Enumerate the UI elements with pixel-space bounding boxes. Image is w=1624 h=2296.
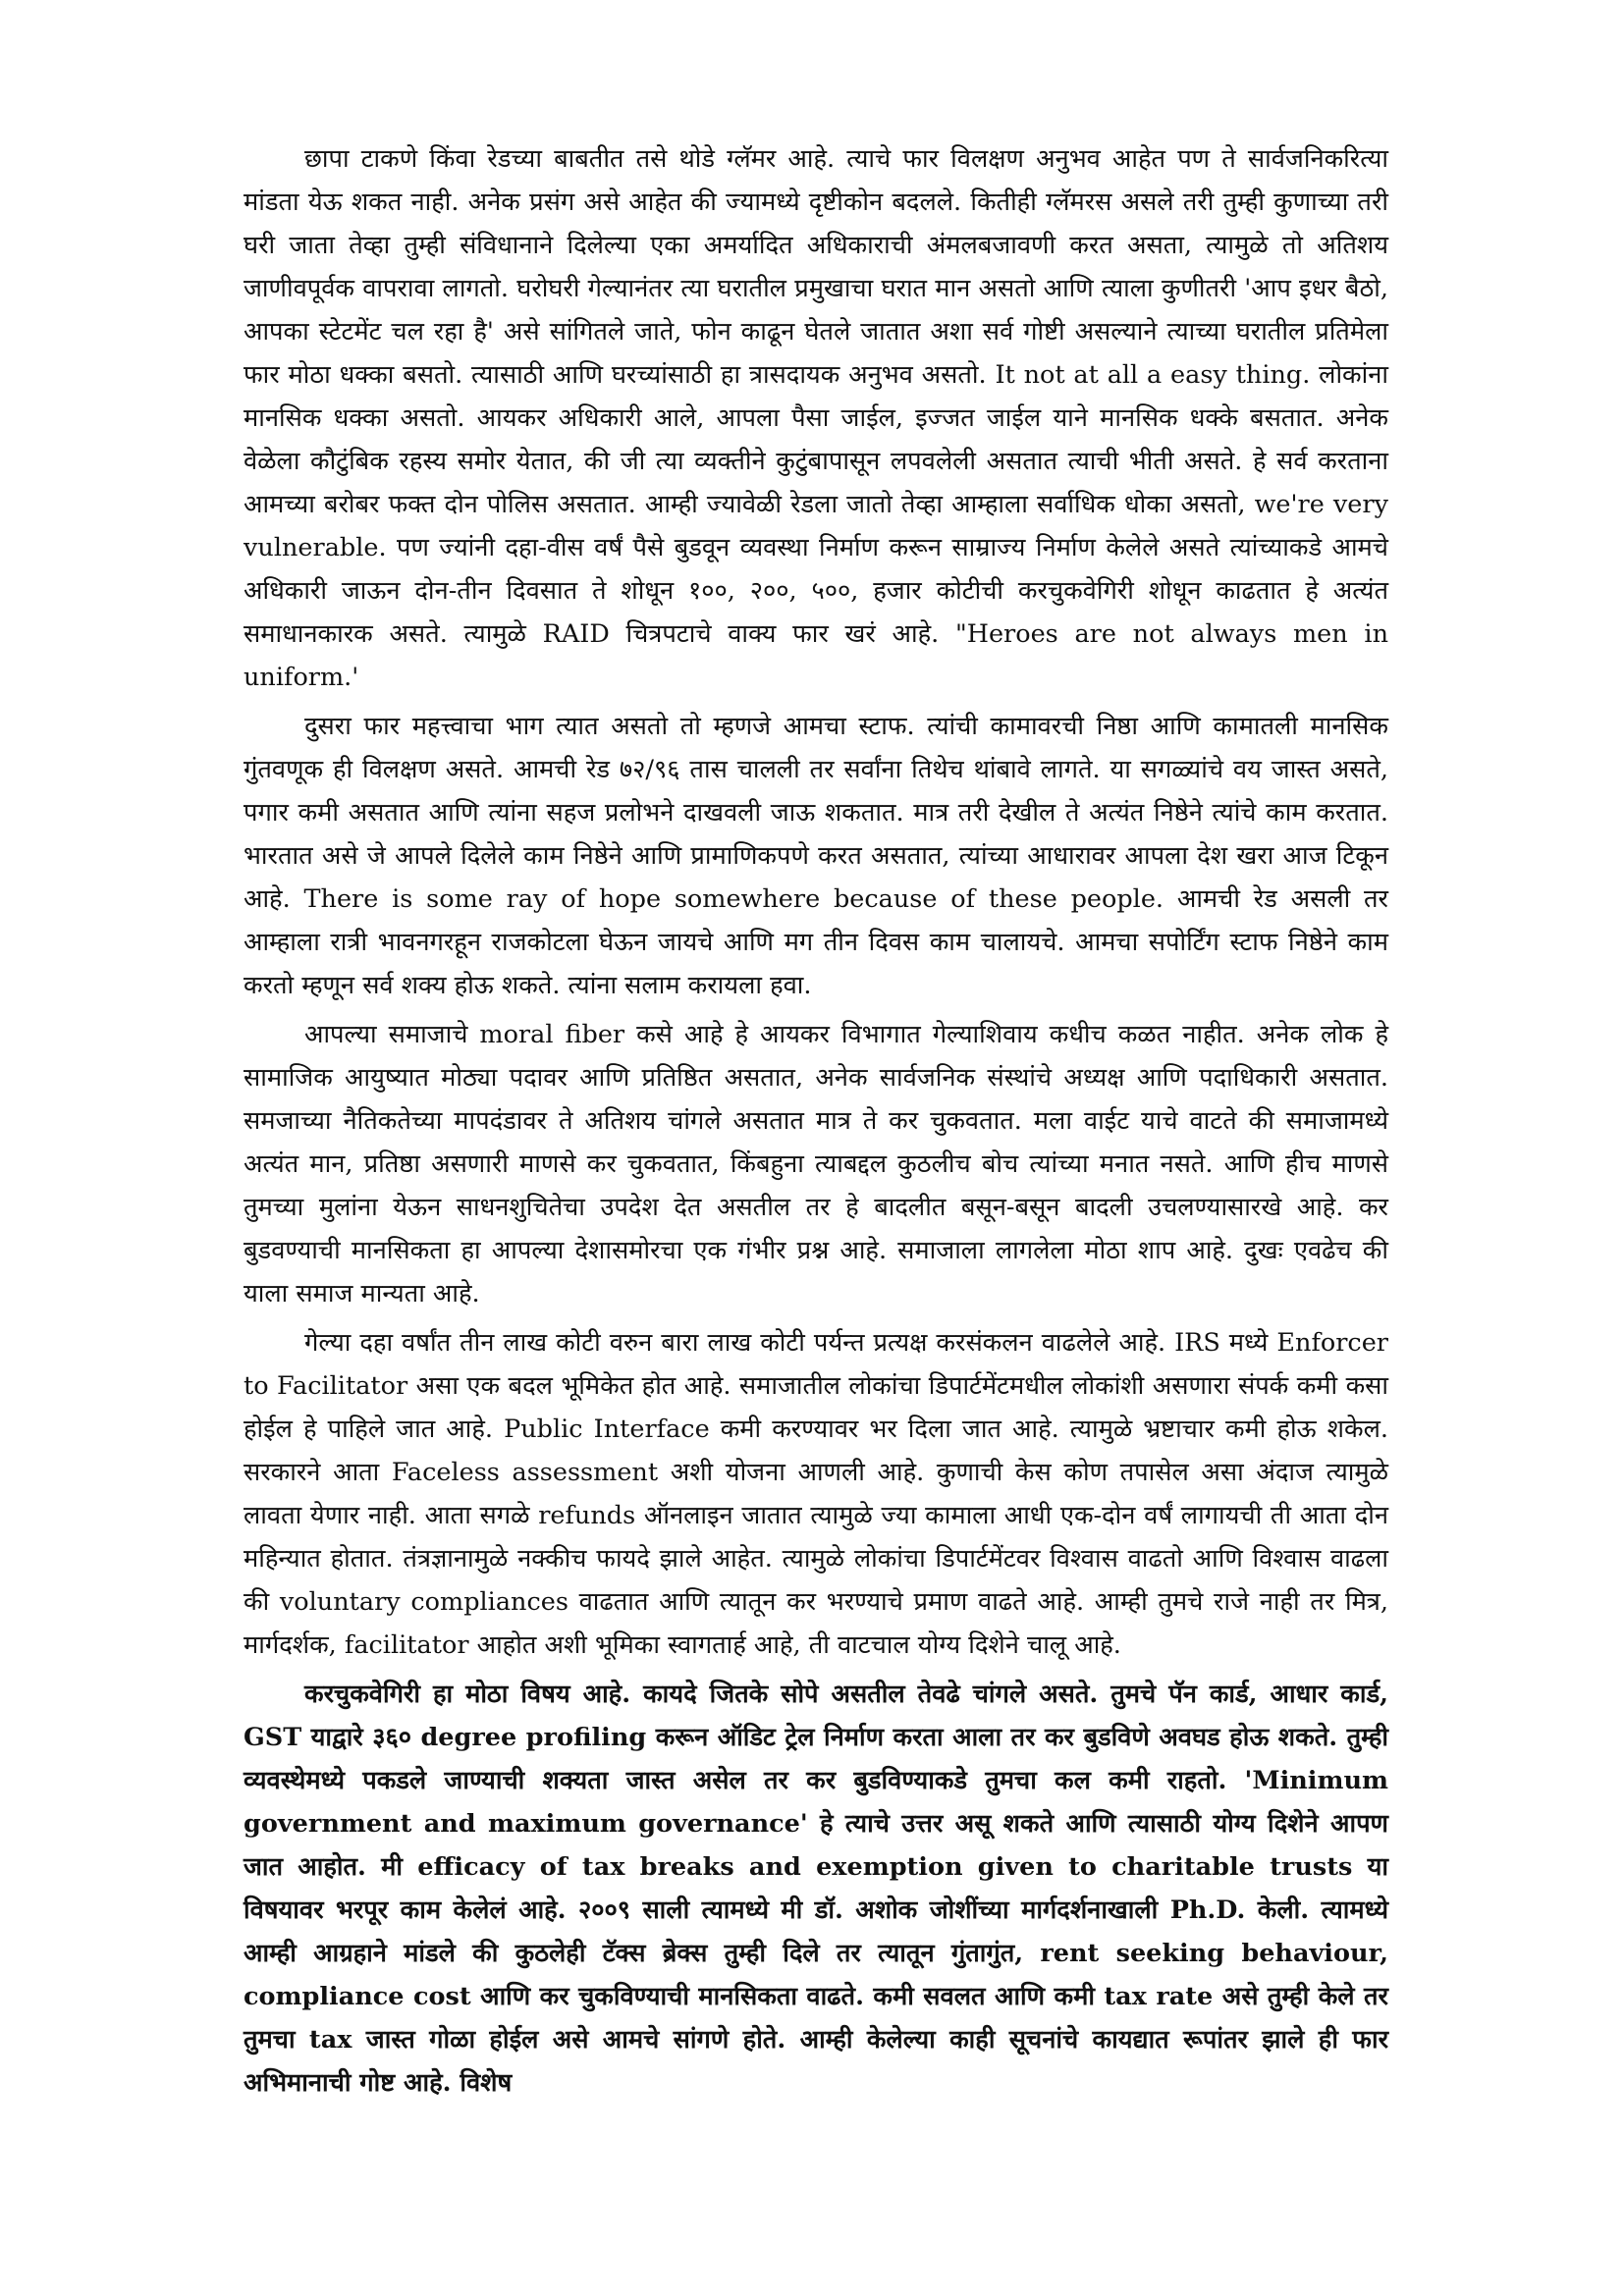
paragraph-raid-experience: छापा टाकणे किंवा रेडच्या बाबतीत तसे थोडे ग्लॅमर आहे. त्याचे फार विलक्षण अनुभव आहेत पण ते सार्वजनिकरित्या मांडता येऊ शकत नाही. अनेक प्रसंग असे आहेत की ज्यामध्ये दृष्टीकोन बदलले. कितीही ग्लॅमरस असले तरी तुम्ही कुणाच्या तरी घरी जाता तेव्हा तुम्ही संविधानाने दिलेल्या एका अमर्यादित अधिकाराची अंमलबजावणी करत असता, त्यामुळे तो अतिशय जाणीवपूर्वक वापरावा लागतो. घरोघरी गेल्यानंतर त्या घरातील प्रमुखाचा घरात मान असतो आणि त्याला कुणीतरी 'आप इधर बैठो, आपका स्टेटमेंट चल रहा है' असे सांगितले जाते, फोन काढून घेतले जातात अशा सर्व गोष्टी असल्याने त्याच्या घरातील प्रतिमेला फार मोठा धक्का बसतो. त्यासाठी आणि घरच्यांसाठी हा त्रासदायक अनुभव असतो. It not at all a easy thing. लोकांना मानसिक धक्का असतो. आयकर अधिकारी आले, आपला पैसा जाईल, इज्जत जाईल याने मानसिक धक्के बसतात. अनेक वेळेला कौटुंबिक रहस्य समोर येतात, की जी त्या व्यक्तीने कुटुंबापासून लपवलेली असतात त्याची भीती असते. हे सर्व करताना आमच्या बरोबर फक्त दोन पोलिस असतात. आम्ही ज्यावेळी रेडला जातो तेव्हा आम्हाला सर्वाधिक धोका असतो, we're very vulnerable. पण ज्यांनी दहा-वीस वर्षं पैसे बुडवून व्यवस्था निर्माण करून साम्राज्य निर्माण केलेले असते त्यांच्याकडे आमचे अधिकारी जाऊन दोन-तीन दिवसात ते शोधून १००, २००, ५००, हजार कोटीची करचुकवेगिरी शोधून काढतात हे अत्यंत समाधानकारक असते. त्यामुळे RAID चित्रपटाचे वाक्य फार खरं आहे. "Heroes are not always men in uniform.' (244, 144, 1388, 692)
paragraph-staff: दुसरा फार महत्त्वाचा भाग त्यात असतो तो म्हणजे आमचा स्टाफ. त्यांची कामावरची निष्ठा आणि कामातली मानसिक गुंतवणूक ही विलक्षण असते. आमची रेड ७२/९६ तास चालली तर सर्वांना तिथेच थांबावे लागते. या सगळ्यांचे वय जास्त असते, पगार कमी असतात आणि त्यांना सहज प्रलोभने दाखवली जाऊ शकतात. मात्र तरी देखील ते अत्यंत निष्ठेने त्यांचे काम करतात. भारतात असे जे आपले दिलेले काम निष्ठेने आणि प्रामाणिकपणे करत असतात, त्यांच्या आधारावर आपला देश खरा आज टिकून आहे. There is some ray of hope somewhere because of these people. आमची रेड असली तर आम्हाला रात्री भावनगरहून राजकोटला घेऊन जायचे आणि मग तीन दिवस काम चालायचे. आमचा सपोर्टिंग स्टाफ निष्ठेने काम करतो म्हणून सर्व शक्य होऊ शकते. त्यांना सलाम करायला हवा. (244, 712, 1388, 1000)
document-page (244, 137, 1388, 2110)
paragraph-moral-fiber: आपल्या समाजाचे moral fiber कसे आहे हे आयकर विभागात गेल्याशिवाय कधीच कळत नाहीत. अनेक लोक हे सामाजिक आयुष्यात मोठ्या पदावर आणि प्रतिष्ठित असतात, अनेक सार्वजनिक संस्थांचे अध्यक्ष आणि पदाधिकारी असतात. समजाच्या नैतिकतेच्या मापदंडावर ते अतिशय चांगले असतात मात्र ते कर चुकवतात. मला वाईट याचे वाटते की समाजामध्ये अत्यंत मान, प्रतिष्ठा असणारी माणसे कर चुकवतात, किंबहुना त्याबद्दल कुठलीच बोच त्यांच्या मनात नसते. आणि हीच माणसे तुमच्या मुलांना येऊन साधनशुचितेचा उपदेश देत असतील तर हे बादलीत बसून-बसून बादली उचलण्यासारखे आहे. कर बुडवण्याची मानसिकता हा आपल्या देशासमोरचा एक गंभीर प्रश्न आहे. समाजाला लागलेला मोठा शाप आहे. दुखः एवढेच की याला समाज मान्यता आहे. (244, 1020, 1388, 1308)
paragraph-tax-evasion: करचुकवेगिरी हा मोठा विषय आहे. कायदे जितके सोपे असतील तेवढे चांगले असते. तुमचे पॅन कार्ड, आधार कार्ड, GST याद्वारे ३६० degree profiling करून ऑडिट ट्रेल निर्माण करता आला तर कर बुडविणे अवघड होऊ शकते. तुम्ही व्यवस्थेमध्ये पकडले जाण्याची शक्यता जास्त असेल तर कर बुडविण्याकडे तुमचा कल कमी राहतो. 'Minimum government and maximum governance' हे त्याचे उत्तर असू शकते आणि त्यासाठी योग्य दिशेने आपण जात आहोत. मी efficacy of tax breaks and exemption given to charitable trusts या विषयावर भरपूर काम केलेलं आहे. २००९ साली त्यामध्ये मी डॉ. अशोक जोशींच्या मार्गदर्शनाखाली Ph.D. केली. त्यामध्ये आम्ही आग्रहाने मांडले की कुठलेही टॅक्स ब्रेक्स तुम्ही दिले तर त्यातून गुंतागुंत, rent seeking behaviour, compliance cost आणि कर चुकविण्याची मानसिकता वाढते. कमी सवलत आणि कमी tax rate असे तुम्ही केले तर तुमचा tax जास्त गोळा होईल असे आमचे सांगणे होते. आम्ही केलेल्या काही सूचनांचे कायद्यात रूपांतर झाले ही फार अभिमानाची गोष्ट आहे. विशेष (244, 1680, 1388, 2098)
paragraph-tax-collection: गेल्या दहा वर्षांत तीन लाख कोटी वरुन बारा लाख कोटी पर्यन्त प्रत्यक्ष करसंकलन वाढलेले आहे. IRS मध्ये Enforcer to Facilitator असा एक बदल भूमिकेत होत आहे. समाजातील लोकांचा डिपार्टमेंटमधील लोकांशी असणारा संपर्क कमी कसा होईल हे पाहिले जात आहे. Public Interface कमी करण्यावर भर दिला जात आहे. त्यामुळे भ्रष्टाचार कमी होऊ शकेल. सरकारने आता Faceless assessment अशी योजना आणली आहे. कुणाची केस कोण तपासेल असा अंदाज त्यामुळे लावता येणार नाही. आता सगळे refunds ऑनलाइन जातात त्यामुळे ज्या कामाला आधी एक-दोन वर्षं लागायची ती आता दोन महिन्यात होतात. तंत्रज्ञानामुळे नक्कीच फायदे झाले आहेत. त्यामुळे लोकांचा डिपार्टमेंटवर विश्वास वाढतो आणि विश्वास वाढला की voluntary compliances वाढतात आणि त्यातून कर भरण्याचे प्रमाण वाढते आहे. आम्ही तुमचे राजे नाही तर मित्र, मार्गदर्शक, facilitator आहोत अशी भूमिका स्वागतार्ह आहे, ती वाटचाल योग्य दिशेने चालू आहे. (244, 1328, 1388, 1660)
